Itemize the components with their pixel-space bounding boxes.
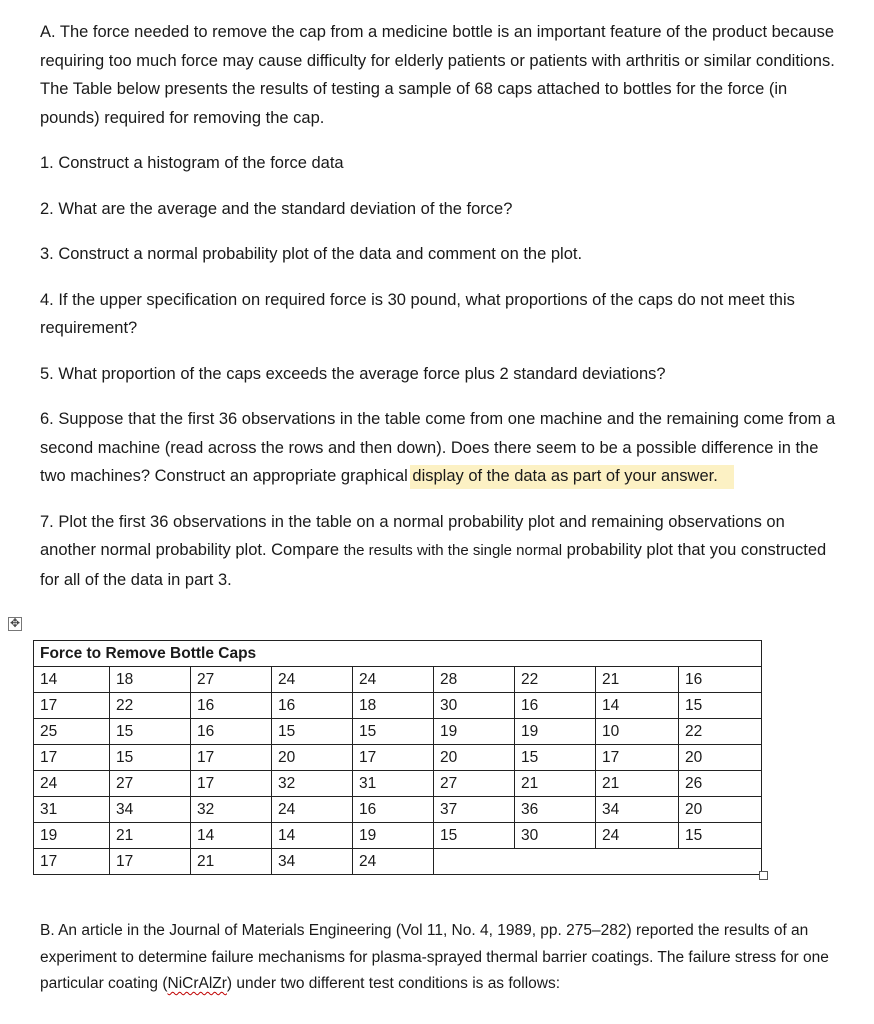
table-row	[34, 797, 762, 823]
table-resize-handle[interactable]	[759, 871, 768, 880]
table-cell: 34	[596, 797, 679, 823]
table-cell: 27	[434, 771, 515, 797]
table-cell: 16	[353, 797, 434, 823]
table-cell: 21	[596, 667, 679, 693]
table-cell: 15	[272, 719, 353, 745]
table-cell: 17	[34, 693, 110, 719]
table-caption-row	[34, 641, 762, 667]
table-cell: 14	[191, 823, 272, 849]
table-move-handle-icon[interactable]: ✥	[9, 616, 21, 630]
table-cell: 32	[272, 771, 353, 797]
table-caption: Force to Remove Bottle Caps	[34, 641, 762, 667]
question-6-text: 6. Suppose that the first 36 observations in the table come from one machine and the remaining come from a second machine (read across the rows and then down). Does there seem to be a possible difference in the two machines? Construct an appropriate graphical	[40, 410, 836, 485]
table-cell: 19	[353, 823, 434, 849]
question-7-text-a: 7. Plot the first 36 observations in the table on a normal probability plot and remaining observations on another normal probability plot. Compare	[40, 512, 785, 559]
table-cell: 15	[434, 823, 515, 849]
table-cell: 19	[515, 719, 596, 745]
table-cell: 17	[34, 849, 110, 875]
question-4: 4. If the upper specification on required force is 30 pound, what proportions of the caps do not meet this requirement?	[40, 290, 795, 337]
table-row	[34, 823, 762, 849]
table-cell: 16	[191, 719, 272, 745]
table-cell: 20	[679, 745, 762, 771]
table-cell: 16	[515, 693, 596, 719]
question-6	[40, 405, 840, 491]
table-cell: 27	[191, 667, 272, 693]
table-cell: 24	[353, 849, 434, 875]
table-cell: 18	[110, 667, 191, 693]
table-cell: 26	[679, 771, 762, 797]
table-cell: 16	[191, 693, 272, 719]
table-cell: 31	[34, 797, 110, 823]
table-cell: 20	[272, 745, 353, 771]
table-cell: 28	[434, 667, 515, 693]
force-table-container	[33, 640, 761, 875]
table-cell: 22	[110, 693, 191, 719]
table-cell: 14	[272, 823, 353, 849]
table-cell: 27	[110, 771, 191, 797]
table-row	[34, 771, 762, 797]
table-cell: 24	[272, 667, 353, 693]
table-row	[34, 719, 762, 745]
table-body	[34, 667, 762, 875]
table-cell: 19	[434, 719, 515, 745]
question-7-text-b: the results with the single normal	[343, 542, 563, 559]
section-b-term: NiCrAlZr	[167, 975, 227, 992]
table-cell: 34	[110, 797, 191, 823]
table-row	[34, 693, 762, 719]
table-cell: 17	[191, 745, 272, 771]
table-cell: 21	[191, 849, 272, 875]
table-cell: 16	[679, 667, 762, 693]
table-cell: 25	[34, 719, 110, 745]
table-cell: 30	[515, 823, 596, 849]
table-row	[34, 849, 762, 875]
highlighted-text: display of the data as part of your answer.	[410, 465, 733, 489]
section-b-text-before: B. An article in the Journal of Materials Engineering (Vol 11, No. 4, 1989, pp. 275–282) reported the results of an experiment to determine failure mechanisms for plasma-sprayed thermal barrier coatings. The failure stress for one particular coating (	[40, 922, 829, 992]
table-cell: 14	[596, 693, 679, 719]
table-cell: 22	[679, 719, 762, 745]
table-cell: 21	[110, 823, 191, 849]
table-cell: 17	[353, 745, 434, 771]
table-cell: 37	[434, 797, 515, 823]
intro-paragraph: A. The force needed to remove the cap from a medicine bottle is an important feature of the product because requiring too much force may cause difficulty for elderly patients or patients with arthritis or similar conditions. The Table below presents the results of testing a sample of 68 caps attached to bottles for the force (in pounds) required for removing the cap.	[40, 23, 835, 127]
table-cell: 20	[679, 797, 762, 823]
table-cell: 15	[110, 745, 191, 771]
table-cell: 15	[679, 693, 762, 719]
question-1: 1. Construct a histogram of the force data	[40, 154, 344, 172]
table-cell: 20	[434, 745, 515, 771]
table-cell: 24	[353, 667, 434, 693]
force-table	[33, 640, 762, 875]
table-cell: 16	[272, 693, 353, 719]
question-3: 3. Construct a normal probability plot of the data and comment on the plot.	[40, 245, 583, 263]
table-cell: 15	[515, 745, 596, 771]
question-2: 2. What are the average and the standard deviation of the force?	[40, 199, 513, 218]
table-cell: 17	[596, 745, 679, 771]
table-cell: 18	[353, 693, 434, 719]
table-cell: 21	[515, 771, 596, 797]
table-cell: 17	[110, 849, 191, 875]
table-cell: 30	[434, 693, 515, 719]
table-cell: 24	[272, 797, 353, 823]
table-cell: 21	[596, 771, 679, 797]
question-7	[40, 508, 840, 595]
section-b-paragraph	[40, 918, 840, 998]
section-b-text-after: ) under two different test conditions is as follows:	[226, 975, 561, 992]
table-cell: 15	[110, 719, 191, 745]
table-row	[34, 745, 762, 771]
table-cell: 17	[191, 771, 272, 797]
question-5: 5. What proportion of the caps exceeds the average force plus 2 standard deviations?	[40, 364, 666, 383]
table-cell-empty	[434, 849, 762, 875]
table-cell: 15	[679, 823, 762, 849]
table-cell: 10	[596, 719, 679, 745]
table-cell: 24	[596, 823, 679, 849]
table-cell: 15	[353, 719, 434, 745]
table-cell: 24	[34, 771, 110, 797]
table-cell: 31	[353, 771, 434, 797]
table-cell: 34	[272, 849, 353, 875]
table-cell: 14	[34, 667, 110, 693]
table-cell: 32	[191, 797, 272, 823]
table-cell: 36	[515, 797, 596, 823]
table-cell: 19	[34, 823, 110, 849]
question-7-text-c: probability plot that you constructed for all of the data in part 3.	[40, 541, 827, 589]
table-cell: 17	[34, 745, 110, 771]
table-cell: 22	[515, 667, 596, 693]
table-row	[34, 667, 762, 693]
document-body	[40, 18, 840, 594]
